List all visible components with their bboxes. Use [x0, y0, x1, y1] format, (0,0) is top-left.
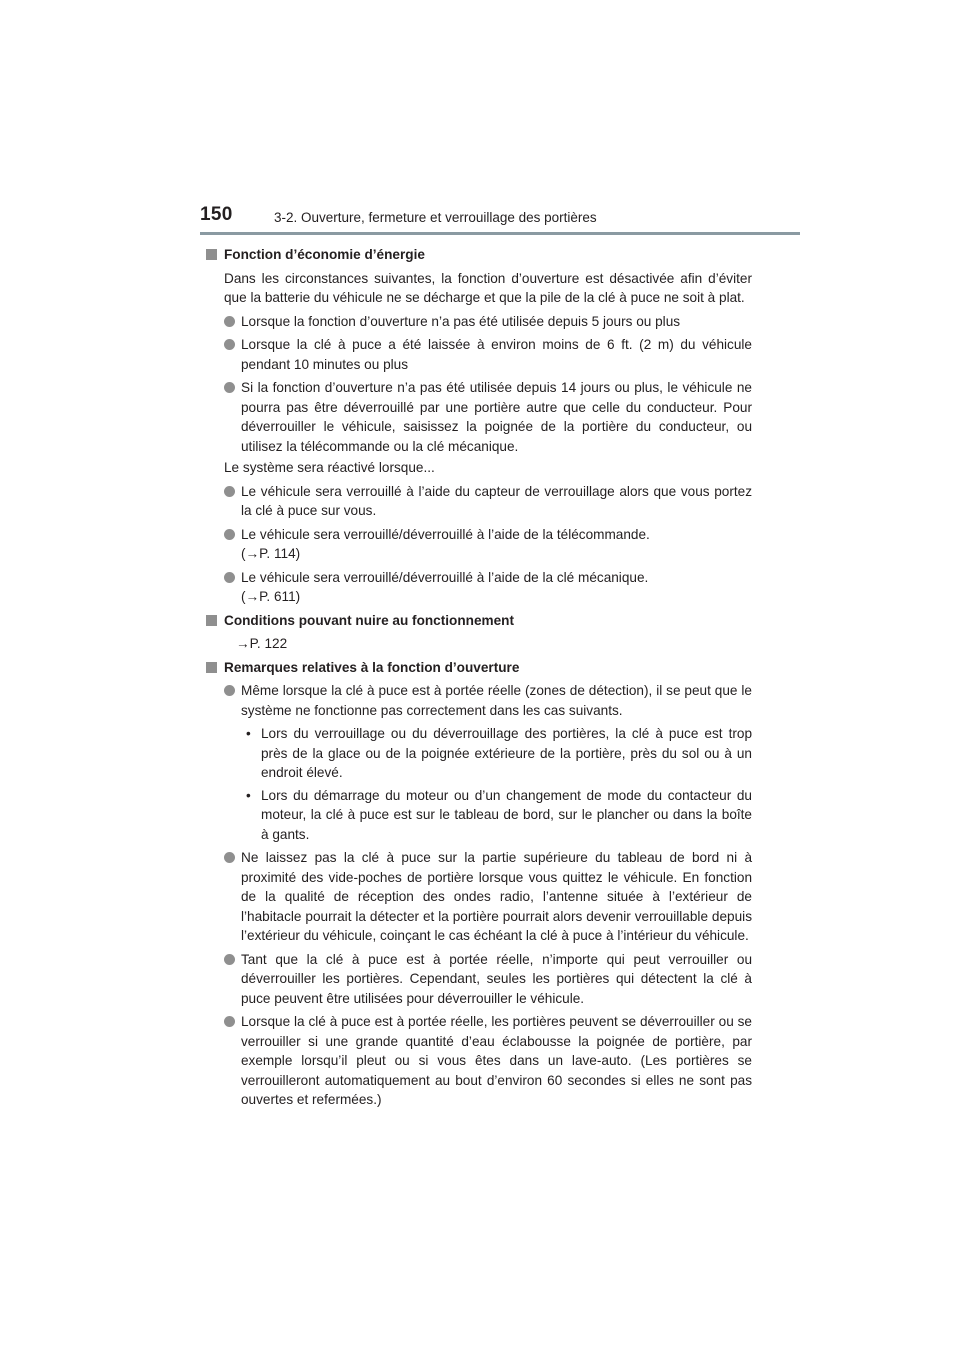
section-operating-conditions [206, 611, 752, 654]
round-bullet-icon [224, 339, 235, 350]
round-bullet-icon [224, 572, 235, 583]
section-title: Remarques relatives à la fonction d’ouverture [224, 659, 520, 675]
list-item: Lorsque la clé à puce a été laissée à environ moins de 6 ft. (2 m) du véhicule pendant 10 minutes ou plus [224, 335, 752, 374]
round-bullet-icon [224, 1016, 235, 1027]
list-item: Ne laissez pas la clé à puce sur la partie supérieure du tableau de bord ni à proximité des vide-poches de portière lorsque vous quittez le véhicule. En fonction de la qualité de réception des ondes radio, l’antenne située à l’extérieur de l’habitacle pourrait la détecter et la portière pourrait alors devenir verrouillable depuis l’extérieur du véhicule, coinçant le cas échéant la clé à puce à l’intérieur du véhicule. [224, 848, 752, 946]
chapter-title: 3-2. Ouverture, fermeture et verrouillage des portières [274, 210, 597, 225]
small-bullet-icon: • [246, 787, 251, 803]
round-bullet-icon [224, 486, 235, 497]
round-bullet-icon [224, 529, 235, 540]
round-bullet-icon [224, 382, 235, 393]
square-bullet-icon [206, 662, 217, 673]
page-reference-link[interactable]: (→P. 611) [241, 589, 301, 604]
page-reference-link[interactable]: →P. 122 [236, 636, 288, 651]
small-bullet-icon: • [246, 726, 251, 741]
square-bullet-icon [206, 249, 217, 260]
header-rule [200, 232, 800, 235]
section-title: Conditions pouvant nuire au fonctionnement [224, 612, 514, 628]
page-number: 150 [200, 204, 233, 225]
section-intro: Dans les circonstances suivantes, la fonction d’ouverture est désactivée afin d’éviter que la batterie du véhicule ne se décharge et que la pile de la clé à puce ne soit à plat. [224, 270, 752, 305]
list-item: Tant que la clé à puce est à portée réelle, n’importe qui peut verrouiller ou déverrouiller les portières. Cependant, seules les portières qui détectent la clé à puce peuvent être utilisées pour déverrouiller le véhicule. [224, 950, 752, 1009]
reactivation-text: Le système sera réactivé lorsque... [224, 460, 435, 475]
sub-list-item: • Lors du démarrage du moteur ou d’un changement de mode du contacteur du moteur, la clé à puce est sur le tableau de bord, sur le plancher ou dans la boîte à gants. [246, 787, 752, 842]
list-item: Le véhicule sera verrouillé/déverrouillé à l’aide de la télécommande. (→P. 114) [224, 525, 752, 564]
round-bullet-icon [224, 685, 235, 696]
list-item: Le véhicule sera verrouillé à l’aide du capteur de verrouillage alors que vous portez la clé à puce sur vous. [224, 482, 752, 521]
section-energy-saving [206, 245, 752, 607]
round-bullet-icon [224, 852, 235, 863]
round-bullet-icon [224, 316, 235, 327]
list-item: Même lorsque la clé à puce est à portée réelle (zones de détection), il se peut que le système ne fonctionne pas correctement dans les cas suivants. • Lors du verrouillage ou du déverrouillage des portières, la clé à puce est trop près de la glace ou de la poignée extérieure de la portière, près du sol ou à un endroit élevé. • Lors du démarrage du moteur ou d’un changement de mode du contacteur du moteur, la clé à puce est sur le tableau de bord, sur le plancher ou dans la boîte à gants. [224, 681, 752, 844]
page-reference-link[interactable]: (→P. 114) [241, 546, 301, 561]
section-title: Fonction d’économie d’énergie [224, 247, 425, 262]
list-item: Si la fonction d’ouverture n’a pas été utilisée depuis 14 jours ou plus, le véhicule ne pourra pas être déverrouillé par une portière autre que celle du conducteur. Pour déverrouiller le véhicule, saisissez la poignée de la portière du conducteur, ou utilisez la télécommande ou la clé mécanique. [224, 378, 752, 456]
list-item: Lorsque la fonction d’ouverture n’a pas été utilisée depuis 5 jours ou plus [224, 312, 752, 332]
round-bullet-icon [224, 954, 235, 965]
list-item: Le véhicule sera verrouillé/déverrouillé à l’aide de la clé mécanique. (→P. 611) [224, 568, 752, 607]
page-content [206, 241, 752, 1110]
sub-list-item: • Lors du verrouillage ou du déverrouillage des portières, la clé à puce est trop près de la glace ou de la poignée extérieure de la portière, près du sol ou à un endroit élevé. [246, 726, 752, 780]
list-item: Lorsque la clé à puce est à portée réelle, les portières peuvent se déverrouiller ou se verrouiller si une grande quantité d’eau éclabousse la poignée de portière, par exemple lorsqu’il pleut ou si vous êtes dans un lave-auto. (Les portières se verrouilleront automatiquement au bout d’environ 60 secondes si elles ne sont pas ouvertes et refermées.) [224, 1012, 752, 1110]
section-entry-function-notes [206, 658, 752, 1110]
square-bullet-icon [206, 615, 217, 626]
